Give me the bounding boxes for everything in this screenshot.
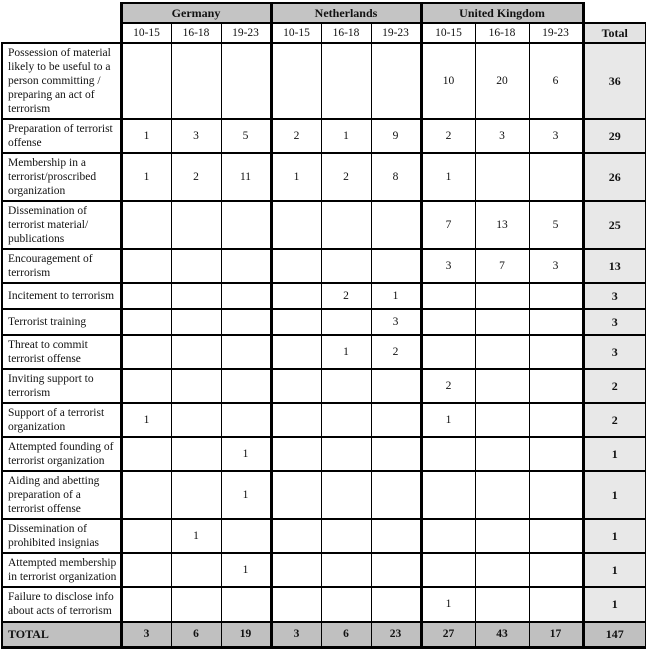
data-cell [171, 335, 221, 369]
data-cell: 11 [221, 153, 271, 201]
data-cell: 1 [421, 153, 475, 201]
data-cell [121, 249, 171, 283]
data-cell [529, 471, 583, 519]
row-label: Inviting support to terrorism [2, 369, 121, 403]
data-cell: 1 [371, 283, 421, 309]
data-cell [475, 403, 529, 437]
data-cell [171, 587, 221, 621]
corner-blank-cell [583, 3, 646, 23]
data-cell [171, 437, 221, 471]
data-cell [121, 553, 171, 587]
table-row [2, 587, 646, 621]
age-header: 10-15 [121, 23, 171, 43]
row-label: Attempted membership in terrorist organization [2, 553, 121, 587]
data-cell [371, 369, 421, 403]
data-cell [421, 519, 475, 553]
data-cell [221, 403, 271, 437]
row-total-cell: 3 [583, 309, 646, 335]
data-cell: 1 [121, 403, 171, 437]
age-header: 16-18 [321, 23, 371, 43]
data-cell [321, 249, 371, 283]
data-cell [121, 309, 171, 335]
data-cell [321, 309, 371, 335]
data-cell: 1 [121, 153, 171, 201]
data-cell [421, 309, 475, 335]
data-cell [121, 201, 171, 249]
row-label: Aiding and abetting preparation of a terrorist offense [2, 471, 121, 519]
data-cell [529, 587, 583, 621]
data-cell: 13 [475, 201, 529, 249]
data-cell [321, 437, 371, 471]
age-header: 10-15 [271, 23, 321, 43]
data-cell: 3 [529, 119, 583, 153]
data-cell [529, 369, 583, 403]
data-cell: 5 [221, 119, 271, 153]
data-cell [321, 403, 371, 437]
table-row [2, 403, 646, 437]
data-cell [271, 335, 321, 369]
data-cell [271, 437, 321, 471]
data-cell [221, 43, 271, 119]
data-cell: 7 [421, 201, 475, 249]
row-label: Possession of material likely to be useful to a person committing / preparing an act of terrorism [2, 43, 121, 119]
data-cell [421, 437, 475, 471]
data-cell [171, 553, 221, 587]
data-cell [421, 553, 475, 587]
country-header-row [2, 3, 646, 23]
data-cell [371, 403, 421, 437]
data-cell: 7 [475, 249, 529, 283]
data-cell [171, 201, 221, 249]
row-total-cell: 29 [583, 119, 646, 153]
row-label: Dissemination of terrorist material/ publications [2, 201, 121, 249]
country-header-germany: Germany [121, 3, 271, 23]
row-total-cell: 26 [583, 153, 646, 201]
footer-cell: 6 [321, 622, 371, 648]
data-cell [421, 335, 475, 369]
data-cell: 1 [121, 119, 171, 153]
footer-cell: 27 [421, 622, 475, 648]
data-cell [321, 369, 371, 403]
data-cell [371, 471, 421, 519]
data-cell [475, 519, 529, 553]
data-cell [171, 369, 221, 403]
data-cell [371, 519, 421, 553]
data-cell: 3 [475, 119, 529, 153]
data-cell [529, 437, 583, 471]
data-cell [529, 553, 583, 587]
row-label: Support of a terrorist organization [2, 403, 121, 437]
data-cell [529, 403, 583, 437]
data-cell: 3 [371, 309, 421, 335]
age-header: 16-18 [171, 23, 221, 43]
table-row [2, 553, 646, 587]
table-row [2, 309, 646, 335]
data-cell [529, 153, 583, 201]
data-cell [371, 249, 421, 283]
data-cell: 1 [271, 153, 321, 201]
age-header: 10-15 [421, 23, 475, 43]
data-cell [171, 283, 221, 309]
table-row [2, 471, 646, 519]
data-cell [271, 587, 321, 621]
country-header-united-kingdom: United Kingdom [421, 3, 583, 23]
data-cell [321, 587, 371, 621]
data-cell [221, 335, 271, 369]
data-cell [529, 519, 583, 553]
data-cell [271, 553, 321, 587]
table-row [2, 437, 646, 471]
data-cell [121, 43, 171, 119]
data-cell [221, 201, 271, 249]
row-label: Failure to disclose info about acts of terrorism [2, 587, 121, 621]
data-cell [221, 587, 271, 621]
data-cell: 3 [529, 249, 583, 283]
data-cell [371, 553, 421, 587]
age-header: 19-23 [371, 23, 421, 43]
data-cell [271, 369, 321, 403]
footer-cell: 23 [371, 622, 421, 648]
row-total-cell: 2 [583, 369, 646, 403]
total-footer-row [2, 622, 646, 648]
data-cell [121, 519, 171, 553]
data-cell [271, 309, 321, 335]
data-cell [171, 309, 221, 335]
data-cell [421, 283, 475, 309]
data-cell [271, 519, 321, 553]
data-cell: 2 [321, 153, 371, 201]
data-cell: 6 [529, 43, 583, 119]
data-cell: 2 [271, 119, 321, 153]
data-cell: 20 [475, 43, 529, 119]
offenses-by-country-age-table [1, 2, 646, 649]
footer-cell: 43 [475, 622, 529, 648]
table-row [2, 153, 646, 201]
data-cell: 8 [371, 153, 421, 201]
table-row [2, 249, 646, 283]
row-label: Membership in a terrorist/proscribed organization [2, 153, 121, 201]
footer-grand-total-cell: 147 [583, 622, 646, 648]
data-cell [475, 309, 529, 335]
data-cell [321, 471, 371, 519]
data-cell [271, 249, 321, 283]
data-cell: 9 [371, 119, 421, 153]
row-total-cell: 1 [583, 437, 646, 471]
row-total-cell: 13 [583, 249, 646, 283]
data-cell [475, 587, 529, 621]
data-cell [475, 437, 529, 471]
data-cell [371, 437, 421, 471]
data-cell [221, 309, 271, 335]
age-header: 19-23 [221, 23, 271, 43]
data-cell [475, 153, 529, 201]
row-total-cell: 1 [583, 471, 646, 519]
row-label: Threat to commit terrorist offense [2, 335, 121, 369]
footer-cell: 17 [529, 622, 583, 648]
data-cell [475, 471, 529, 519]
row-total-cell: 36 [583, 43, 646, 119]
table-row [2, 119, 646, 153]
data-cell [321, 519, 371, 553]
data-cell [321, 201, 371, 249]
data-cell [475, 283, 529, 309]
age-header-row [2, 23, 646, 43]
data-cell [529, 309, 583, 335]
data-cell [371, 43, 421, 119]
data-cell [271, 201, 321, 249]
data-cell [221, 249, 271, 283]
data-cell [121, 283, 171, 309]
data-cell [171, 249, 221, 283]
data-cell [171, 471, 221, 519]
row-total-cell: 1 [583, 587, 646, 621]
data-cell [121, 471, 171, 519]
data-cell: 1 [321, 119, 371, 153]
data-cell [371, 201, 421, 249]
data-cell: 2 [421, 369, 475, 403]
table-row [2, 43, 646, 119]
corner-blank-cell [2, 3, 121, 23]
row-label: Dissemination of prohibited insignias [2, 519, 121, 553]
data-cell [121, 369, 171, 403]
total-column-header: Total [583, 23, 646, 43]
age-header: 16-18 [475, 23, 529, 43]
data-cell [271, 403, 321, 437]
data-cell: 2 [421, 119, 475, 153]
data-cell [221, 369, 271, 403]
data-cell [121, 335, 171, 369]
data-cell [271, 283, 321, 309]
data-cell [475, 369, 529, 403]
data-cell [221, 519, 271, 553]
data-cell: 1 [221, 437, 271, 471]
data-cell [271, 471, 321, 519]
data-cell [529, 283, 583, 309]
data-cell: 2 [171, 153, 221, 201]
label-column-blank-header [2, 23, 121, 43]
footer-label: TOTAL [2, 622, 121, 648]
row-total-cell: 1 [583, 519, 646, 553]
row-label: Encouragement of terrorism [2, 249, 121, 283]
data-cell [475, 335, 529, 369]
row-total-cell: 1 [583, 553, 646, 587]
data-cell [371, 587, 421, 621]
data-cell [321, 553, 371, 587]
data-cell: 1 [171, 519, 221, 553]
row-total-cell: 3 [583, 283, 646, 309]
data-cell: 1 [421, 587, 475, 621]
data-cell: 3 [171, 119, 221, 153]
row-label: Incitement to terrorism [2, 283, 121, 309]
data-cell: 1 [321, 335, 371, 369]
country-header-netherlands: Netherlands [271, 3, 421, 23]
footer-cell: 19 [221, 622, 271, 648]
footer-cell: 3 [271, 622, 321, 648]
data-cell: 2 [371, 335, 421, 369]
data-cell [421, 471, 475, 519]
data-cell: 2 [321, 283, 371, 309]
age-header: 19-23 [529, 23, 583, 43]
data-cell [121, 587, 171, 621]
data-cell [171, 43, 221, 119]
row-label: Terrorist training [2, 309, 121, 335]
data-cell: 3 [421, 249, 475, 283]
footer-cell: 3 [121, 622, 171, 648]
data-cell: 5 [529, 201, 583, 249]
table-row [2, 519, 646, 553]
data-cell: 1 [221, 553, 271, 587]
data-cell [121, 437, 171, 471]
data-cell [221, 283, 271, 309]
data-cell [321, 43, 371, 119]
row-total-cell: 3 [583, 335, 646, 369]
data-cell: 10 [421, 43, 475, 119]
row-label: Attempted founding of terrorist organization [2, 437, 121, 471]
table-body [2, 43, 646, 622]
table-row [2, 335, 646, 369]
data-cell: 1 [421, 403, 475, 437]
data-cell [171, 403, 221, 437]
data-cell [271, 43, 321, 119]
data-cell: 1 [221, 471, 271, 519]
row-total-cell: 25 [583, 201, 646, 249]
table-row [2, 283, 646, 309]
row-label: Preparation of terrorist offense [2, 119, 121, 153]
table-row [2, 201, 646, 249]
data-cell [475, 553, 529, 587]
table-row [2, 369, 646, 403]
data-cell [529, 335, 583, 369]
row-total-cell: 2 [583, 403, 646, 437]
footer-cell: 6 [171, 622, 221, 648]
